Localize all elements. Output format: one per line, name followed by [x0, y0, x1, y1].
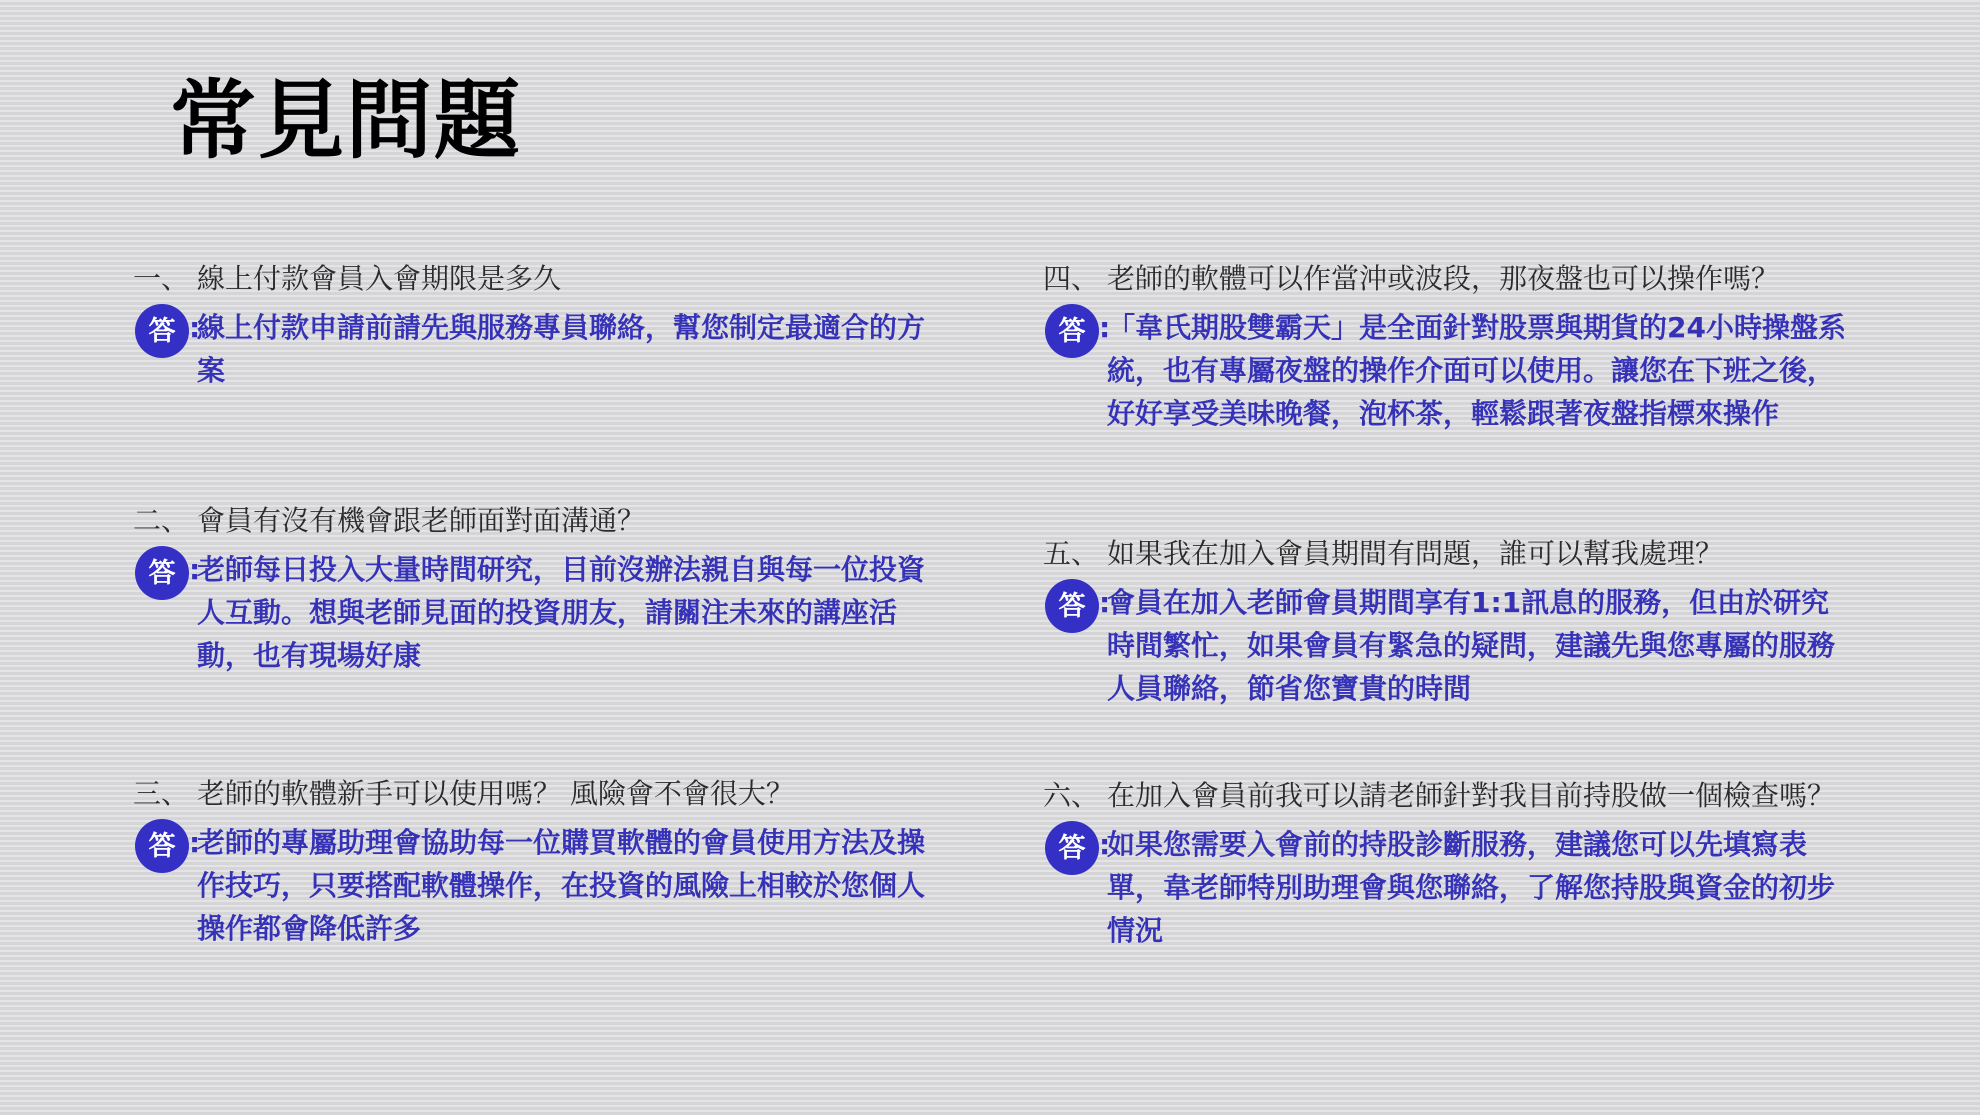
faq-item-3: [135, 773, 945, 950]
page-title: 常見問題: [170, 71, 522, 171]
question-text: 線上付款會員入會期限是多久: [197, 262, 562, 295]
answer-text: 會員在加入老師會員期間享有1:1訊息的服務，但由於研究時間繁忙，如果會員有緊急的疑問，建議先與您專屬的服務人員聯絡，節省您寶貴的時間: [1107, 586, 1836, 705]
faq-answer: [135, 548, 945, 677]
question-number: 一、: [133, 262, 190, 295]
question-text: 如果我在加入會員期間有問題，誰可以幫我處理？: [1107, 537, 1724, 570]
faq-answer: [1045, 581, 1855, 710]
faq-question: [1045, 775, 1855, 817]
answer-text: 老師每日投入大量時間研究，目前沒辦法親自與每一位投資人互動。想與老師見面的投資朋友，請關注未來的講座活動，也有現場好康: [197, 553, 926, 672]
question-number: 五、: [1043, 537, 1100, 570]
answer-badge-icon: 答: [1045, 304, 1099, 358]
answer-badge-icon: 答: [135, 304, 189, 358]
answer-colon: :: [189, 311, 201, 344]
answer-text: 如果您需要入會前的持股診斷服務，建議您可以先填寫表單，韋老師特別助理會與您聯絡，了解您持股與資金的初步情況: [1107, 828, 1836, 947]
faq-question: [135, 500, 945, 542]
answer-badge-icon: 答: [1045, 821, 1099, 875]
question-number: 六、: [1043, 779, 1100, 812]
answer-colon: :: [1099, 828, 1111, 861]
faq-question: [1045, 533, 1855, 575]
answer-badge-icon: 答: [135, 546, 189, 600]
faq-question: [135, 773, 945, 815]
faq-answer: [135, 306, 945, 392]
faq-item-1: [135, 258, 945, 392]
question-text: 會員有沒有機會跟老師面對面溝通？: [197, 504, 646, 537]
answer-badge-icon: 答: [1045, 579, 1099, 633]
answer-text: 老師的專屬助理會協助每一位購買軟體的會員使用方法及操作技巧，只要搭配軟體操作，在投資的風險上相較於您個人操作都會降低許多: [197, 826, 926, 945]
question-number: 二、: [133, 504, 190, 537]
faq-answer: [135, 821, 945, 950]
question-text: 老師的軟體新手可以使用嗎？ 風險會不會很大？: [197, 777, 794, 810]
faq-answer: [1045, 306, 1855, 435]
faq-answer: [1045, 823, 1855, 952]
faq-question: [135, 258, 945, 300]
answer-colon: :: [1099, 586, 1111, 619]
question-text: 在加入會員前我可以請老師針對我目前持股做一個檢查嗎？: [1107, 779, 1836, 812]
answer-colon: :: [1099, 311, 1111, 344]
question-text: 老師的軟體可以作當沖或波段，那夜盤也可以操作嗎？: [1107, 262, 1780, 295]
faq-item-5: [1045, 533, 1855, 710]
answer-text: 「韋氏期股雙霸天」是全面針對股票與期貨的24小時操盤系統，也有專屬夜盤的操作介面可以使用。讓您在下班之後，好好享受美味晚餐，泡杯茶，輕鬆跟著夜盤指標來操作: [1107, 311, 1846, 430]
faq-question: [1045, 258, 1855, 300]
faq-item-4: [1045, 258, 1855, 435]
faq-item-2: [135, 500, 945, 677]
question-number: 三、: [133, 777, 190, 810]
question-number: 四、: [1043, 262, 1100, 295]
answer-badge-icon: 答: [135, 819, 189, 873]
answer-colon: :: [189, 826, 201, 859]
faq-item-6: [1045, 775, 1855, 952]
answer-colon: :: [189, 553, 201, 586]
answer-text: 線上付款申請前請先與服務專員聯絡，幫您制定最適合的方案: [197, 311, 926, 387]
